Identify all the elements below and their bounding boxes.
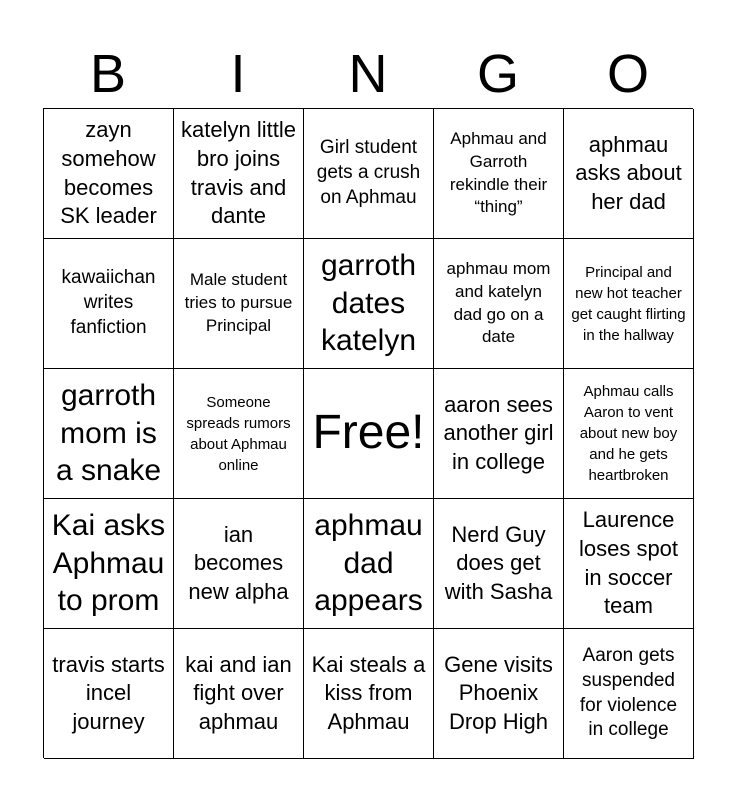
bingo-cell[interactable]: [434, 629, 564, 759]
cell-text: Girl student gets a crush on Aphmau: [316, 137, 421, 208]
bingo-cell[interactable]: [174, 109, 304, 239]
cell-text: aphmau mom and katelyn dad go on a date: [446, 258, 551, 347]
bingo-grid: [43, 108, 693, 758]
bingo-cell[interactable]: [174, 629, 304, 759]
header-letter-n: N: [348, 44, 388, 104]
bingo-cell[interactable]: [434, 369, 564, 499]
header-letter-b: B: [89, 44, 127, 104]
free-space-cell[interactable]: [304, 369, 434, 499]
cell-text: kawaiichan writes fanfiction: [61, 267, 156, 338]
cell-text: travis starts incel journey: [52, 651, 165, 734]
bingo-cell[interactable]: [434, 239, 564, 369]
bingo-cell[interactable]: [434, 499, 564, 629]
bingo-header: [43, 40, 693, 108]
bingo-cell[interactable]: [44, 369, 174, 499]
bingo-cell[interactable]: [174, 499, 304, 629]
cell-text: Kai steals a kiss from Aphmau: [311, 651, 426, 734]
bingo-cell[interactable]: [44, 109, 174, 239]
cell-text: Aphmau and Garroth rekindle their “thing”: [449, 128, 548, 217]
bingo-cell[interactable]: [304, 239, 434, 369]
header-letter-o: O: [606, 44, 649, 104]
bingo-cell[interactable]: [304, 629, 434, 759]
cell-text: aphmau asks about her dad: [575, 131, 682, 214]
cell-text: aphmau dad appears: [314, 509, 423, 618]
free-space-text: Free!: [312, 406, 425, 460]
bingo-cell[interactable]: [564, 499, 694, 629]
bingo-cell[interactable]: [174, 369, 304, 499]
cell-text: kai and ian fight over aphmau: [185, 651, 292, 734]
cell-text: katelyn little bro joins travis and dante: [181, 117, 296, 229]
cell-text: aaron sees another girl in college: [443, 391, 554, 474]
cell-text: ian becomes new alpha: [188, 521, 289, 604]
cell-text: Nerd Guy does get with Sasha: [444, 521, 553, 604]
cell-text: Male student tries to pursue Principal: [184, 270, 293, 335]
cell-text: garroth dates katelyn: [320, 249, 417, 358]
cell-text: garroth mom is a snake: [55, 379, 162, 488]
cell-text: Someone spreads rumors about Aphmau online: [186, 393, 291, 474]
header-letter-g: G: [476, 44, 519, 104]
cell-text: Kai asks Aphmau to prom: [51, 509, 166, 618]
bingo-cell[interactable]: [304, 109, 434, 239]
bingo-cell[interactable]: [304, 499, 434, 629]
bingo-cell[interactable]: [564, 629, 694, 759]
cell-text: Aaron gets suspended for violence in college: [579, 645, 678, 741]
cell-text: Gene visits Phoenix Drop High: [444, 651, 553, 734]
cell-text: Laurence loses spot in soccer team: [578, 507, 679, 619]
cell-text: Principal and new hot teacher get caught flirting in the hallway: [571, 263, 686, 344]
cell-text: Aphmau calls Aaron to vent about new boy and he gets heartbroken: [579, 383, 678, 484]
header-letter-i: I: [230, 44, 246, 104]
bingo-cell[interactable]: [44, 239, 174, 369]
bingo-cell[interactable]: [44, 629, 174, 759]
bingo-cell[interactable]: [434, 109, 564, 239]
bingo-cell[interactable]: [564, 239, 694, 369]
bingo-cell[interactable]: [564, 109, 694, 239]
bingo-cell[interactable]: [174, 239, 304, 369]
cell-text: zayn somehow becomes SK leader: [60, 117, 157, 229]
bingo-cell[interactable]: [564, 369, 694, 499]
bingo-cell[interactable]: [44, 499, 174, 629]
